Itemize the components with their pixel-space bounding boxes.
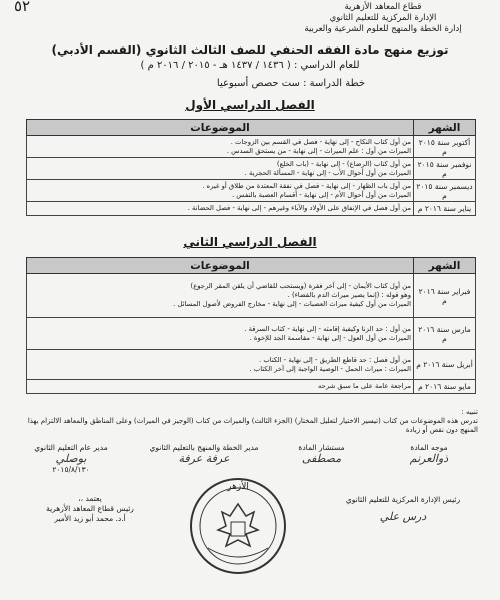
semester-1-table bbox=[26, 119, 476, 216]
month-cell: نوفمبر سنة ٢٠١٥ م bbox=[414, 158, 476, 180]
handwritten-signature: مصطفى bbox=[301, 452, 342, 465]
topic-line: من أول فصل في الإنفاق على الأولاد والآباء وغيرهم - إلى نهاية - فصل الحضانة . bbox=[187, 204, 411, 212]
month-cell: يناير سنة ٢٠١٦ م bbox=[414, 202, 476, 216]
approval-line-2: رئيس قطاع المعاهد الأزهرية bbox=[46, 504, 134, 513]
topic-line: من أول فصل : حد قاطع الطريق - إلى نهاية - الكتاب . bbox=[259, 355, 411, 364]
topics-cell bbox=[27, 318, 414, 350]
signature-block bbox=[274, 443, 369, 465]
table-row bbox=[27, 274, 476, 318]
topic-line: الميراث من أول أحوال الأم - إلى نهاية - أقسام العصبة بالنفس . bbox=[231, 190, 411, 199]
institution-header bbox=[288, 2, 478, 35]
study-plan: خطة الدراسة : ست حصص أسبوعيا bbox=[216, 78, 365, 89]
page-number: ٥٢ bbox=[14, 0, 31, 15]
semester-2-title: الفصل الدراسي الثاني bbox=[183, 235, 317, 249]
table-row bbox=[27, 380, 476, 394]
topic-line: من أول كتاب الأيمان - إلى آخر فقرة (ويستحب للقاضي أن يلقن المقر الرجوع) bbox=[190, 282, 411, 290]
table-row bbox=[27, 180, 476, 202]
month-cell: ديسمبر سنة ٢٠١٥ م bbox=[414, 180, 476, 202]
topic-line: من أول كتاب النكاح - إلى نهاية - فصل في القسم بين الزوجات . bbox=[230, 137, 411, 146]
topics-cell bbox=[27, 158, 414, 180]
notes-section bbox=[22, 408, 478, 435]
seal-text: الأزهر bbox=[227, 482, 249, 492]
topic-line: من أول كتاب (الرضاع) - إلى نهاية - (باب الخلع) bbox=[276, 159, 411, 168]
topic-line: الميراث من أول العول - إلى نهاية - مقاسمة الجد للإخوة . bbox=[249, 333, 411, 342]
header-line-2: الإدارة المركزية للتعليم الثانوي bbox=[329, 13, 437, 23]
signatory-title: موجه المادة bbox=[410, 443, 448, 452]
table-row bbox=[27, 158, 476, 180]
month-cell: أبريل سنة ٢٠١٦ م bbox=[414, 350, 476, 380]
signatory-title: مدير الخطة والمنهج بالتعليم الثانوي bbox=[149, 443, 259, 452]
semester-2-table bbox=[26, 257, 476, 394]
notes-text: تدرس هذه الموضوعات من كتاب (تيسير الاختيار لتعليل المختار) (الجزء الثالث) والميراث من كتاب (الوجيز في الميراث) وعلى المناطق والمعاهد الالتزام بهذا المنهج دون نقص أو زيادة bbox=[27, 417, 478, 434]
topics-cell bbox=[27, 202, 414, 216]
notes-label: تنبيه : bbox=[461, 408, 478, 416]
signature-block bbox=[129, 443, 279, 465]
signature-block bbox=[328, 495, 478, 523]
month-cell: مايو سنة ٢٠١٦ م bbox=[414, 380, 476, 394]
signature-date: ٢٠١٥/٨/١٣٠ bbox=[52, 465, 90, 474]
topics-cell bbox=[27, 380, 414, 394]
handwritten-signature: عرفة عرفة bbox=[178, 452, 230, 465]
table-row bbox=[27, 318, 476, 350]
month-cell: فبراير سنة ٢٠١٦ م bbox=[414, 274, 476, 318]
handwritten-signature: درس علي bbox=[379, 510, 427, 523]
topic-line: الميراث : ميراث الحمل - الوصية الواجبة إلى آخر الكتاب . bbox=[249, 364, 411, 373]
table-row bbox=[27, 202, 476, 216]
school-year: للعام الدراسي : ( ١٤٣٦ / ١٤٣٧ هـ - ٢٠١٥ / ٢٠١٦ م ) bbox=[140, 60, 360, 71]
signature-block bbox=[16, 443, 126, 474]
signatory-title: مستشار المادة bbox=[298, 443, 345, 452]
topics-column-header: الموضوعات bbox=[27, 258, 414, 274]
header-line-1: قطاع المعاهد الأزهرية bbox=[344, 2, 422, 12]
topic-line: من أول باب الظهار - إلى نهاية - فصل في نفقة المعتدة من طلاق أو غيره . bbox=[202, 181, 411, 190]
signature-block bbox=[374, 443, 484, 465]
signatory-title: مدير عام التعليم الثانوي bbox=[34, 443, 108, 452]
handwritten-signature: بوصلي bbox=[55, 452, 87, 465]
table-row bbox=[27, 136, 476, 158]
approval-line-1: يعتمد ،، bbox=[78, 494, 102, 503]
topic-line: وهو قوله : (إنما يصير ميراث الدم بالقضاء) . bbox=[287, 291, 411, 299]
signatory-title: رئيس الإدارة المركزية للتعليم الثانوي bbox=[345, 495, 461, 504]
topics-cell bbox=[27, 350, 414, 380]
approval-line-3: أ.د. محمد أبو زيد الأمير bbox=[54, 514, 126, 523]
month-column-header: الشهر bbox=[414, 120, 476, 136]
topic-line: الميراث من أول كيفية ميراث العصبات - إلى نهاية - مخارج الفروض لأصول المسائل . bbox=[173, 300, 411, 308]
document-title: توزيع منهج مادة الفقه الحنفي للصف الثالث الثانوي (القسم الأدبي) bbox=[51, 43, 449, 57]
topic-line: الميراث من أول : علم الميراث - إلى نهاية - من يستحق السدس . bbox=[226, 146, 411, 155]
table-row bbox=[27, 350, 476, 380]
month-column-header: الشهر bbox=[414, 258, 476, 274]
topics-cell bbox=[27, 180, 414, 202]
official-seal-icon bbox=[188, 476, 288, 576]
topic-line: الميراث من أول أحوال الأب - إلى نهاية - المسألة الحجرية . bbox=[244, 168, 411, 177]
approval-block bbox=[10, 494, 170, 524]
month-cell: مارس سنة ٢٠١٦ م bbox=[414, 318, 476, 350]
topics-column-header: الموضوعات bbox=[27, 120, 414, 136]
topics-cell bbox=[27, 274, 414, 318]
topics-cell bbox=[27, 136, 414, 158]
semester-1-title: الفصل الدراسي الأول bbox=[185, 98, 315, 112]
topic-line: من أول : حد الزنا وكيفية إقامته - إلى نهاية - كتاب السرقة . bbox=[244, 324, 411, 333]
topic-line: مراجعة عامة على ما سبق شرحه bbox=[317, 382, 411, 390]
month-cell: أكتوبر سنة ٢٠١٥ م bbox=[414, 136, 476, 158]
handwritten-signature: ذوالعرنم bbox=[409, 452, 449, 465]
header-line-3: إدارة الخطة والمنهج للعلوم الشرعية والعربية bbox=[304, 24, 462, 34]
